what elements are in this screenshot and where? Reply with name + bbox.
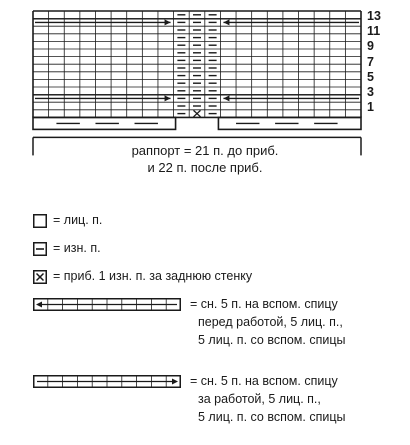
cable-arrow-right-head [223,95,229,101]
cable-back-icon [33,375,183,389]
row-number-11: 11 [367,24,381,39]
row-number-5: 5 [367,69,374,84]
cable-front-arrow-head [36,302,42,308]
legend-purl-text: = изн. п. [53,241,101,255]
cable-arrow-right-head [223,19,229,25]
cable-front-icon [33,298,183,312]
cable-arrow-left-head [165,19,171,25]
legend-cable-front-line3: 5 лиц. п. со вспом. спицы [198,333,346,347]
row-number-1: 1 [367,100,374,115]
legend-cable-front-line2: перед работой, 5 лиц. п., [198,315,343,329]
increase-stitch-icon [33,270,47,284]
chart-grid [33,11,361,117]
cable-back-arrow-head [172,379,178,385]
knit-stitch-icon [33,214,47,228]
purl-stitch-icon [33,242,47,256]
legend-cable-back-line1: = сн. 5 п. на вспом. спицу [190,374,338,388]
row-number-3: 3 [367,85,374,99]
row-number-13: 13 [367,9,381,23]
legend-cable-back-line3: 5 лиц. п. со вспом. спицы [198,410,346,424]
repeat-caption-line1: раппорт = 21 п. до приб. [131,143,279,158]
repeat-caption-line2: и 22 п. после приб. [147,160,263,175]
legend-knit-text: = лиц. п. [53,213,103,227]
legend-cable-back-line2: за работой, 5 лиц. п., [198,392,321,406]
cable-arrow-left-head [165,95,171,101]
row-number-9: 9 [367,39,374,54]
legend-increase-text: = приб. 1 изн. п. за заднюю стенку [53,269,253,283]
row-number-7: 7 [367,54,374,69]
chart-symbols [177,15,216,117]
legend-cable-front-line1: = сн. 5 п. на вспом. спицу [190,297,338,311]
